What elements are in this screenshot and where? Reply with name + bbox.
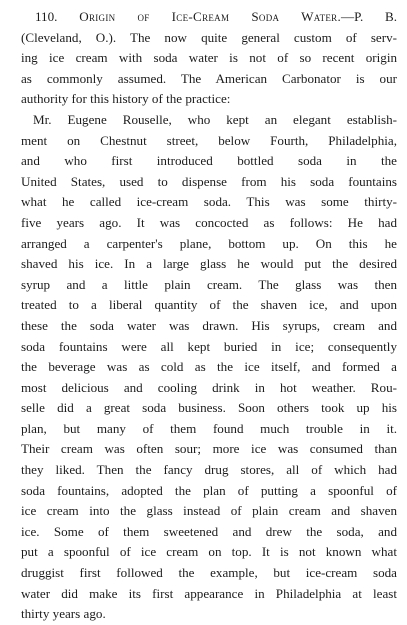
text-line: ice cream into the glass instead of plain cream and shaven <box>21 503 397 519</box>
text-line: ing ice cream with soda water is not of so recent origin <box>21 50 397 66</box>
text-line: soda fountains were all kept buried in ice; consequently <box>21 338 397 354</box>
text-line: authority for this history of the practice: <box>21 91 231 107</box>
text-line: treated to a liberal quantity of the shaven ice, and upon <box>21 297 397 313</box>
text-line: as commonly assumed. The American Carbonator is our <box>21 70 397 86</box>
text-line: (Cleveland, O.). The now quite general custom of serv- <box>21 29 397 45</box>
text-line: druggist first followed the example, but ice-cream soda <box>21 565 397 581</box>
text-line: the beverage was as cold as the ice itself, and formed a <box>21 359 397 375</box>
article-number: 110. <box>35 9 58 24</box>
text-line: water did make its first appearance in Philadelphia at least <box>21 585 397 601</box>
text-line: most delicious and cooling drink in hot weather. Rou- <box>21 379 397 395</box>
text-line: ice. Some of them sweetened and drew the soda, and <box>21 523 397 539</box>
text-line: thirty years ago. <box>21 606 106 622</box>
text-line: ment on Chestnut street, below Fourth, Philadelphia, <box>21 132 397 148</box>
text-line: five years ago. It was concocted as follows: He had <box>21 214 397 230</box>
text-line: soda fountains, adopted the plan of putting a spoonful of <box>21 482 397 498</box>
text-line: and who first introduced bottled soda in the <box>21 153 397 169</box>
text-line: plan, but many of them found much trouble in it. <box>21 420 397 436</box>
text-line: United States, used to dispense from his soda fountains <box>21 173 397 189</box>
text-line: selle did a great soda business. Soon others took up his <box>21 400 397 416</box>
text-line: these the soda water was drawn. His syrups, cream and <box>21 317 397 333</box>
text-line: Their cream was often sour; more ice was consumed than <box>21 441 397 457</box>
article-heading: Origin of Ice-Cream Soda Water. <box>79 9 342 24</box>
text-line: they liked. Then the fancy drug stores, all of which had <box>21 462 397 478</box>
text-line: shaved his ice. In a large glass he would put the desired <box>21 256 397 272</box>
text-line: syrup and a little plain cream. The glass was then <box>21 276 397 292</box>
text-line: arranged a carpenter's plane, bottom up. On this he <box>21 235 397 251</box>
article-source: —P. B. <box>341 9 397 24</box>
article-heading-line <box>21 7 397 28</box>
text-line: Mr. Eugene Rouselle, who kept an elegant establish- <box>33 111 397 127</box>
text-line: put a spoonful of ice cream on top. It is not known what <box>21 544 397 560</box>
text-line: what he called ice-cream soda. This was some thirty- <box>21 194 397 210</box>
